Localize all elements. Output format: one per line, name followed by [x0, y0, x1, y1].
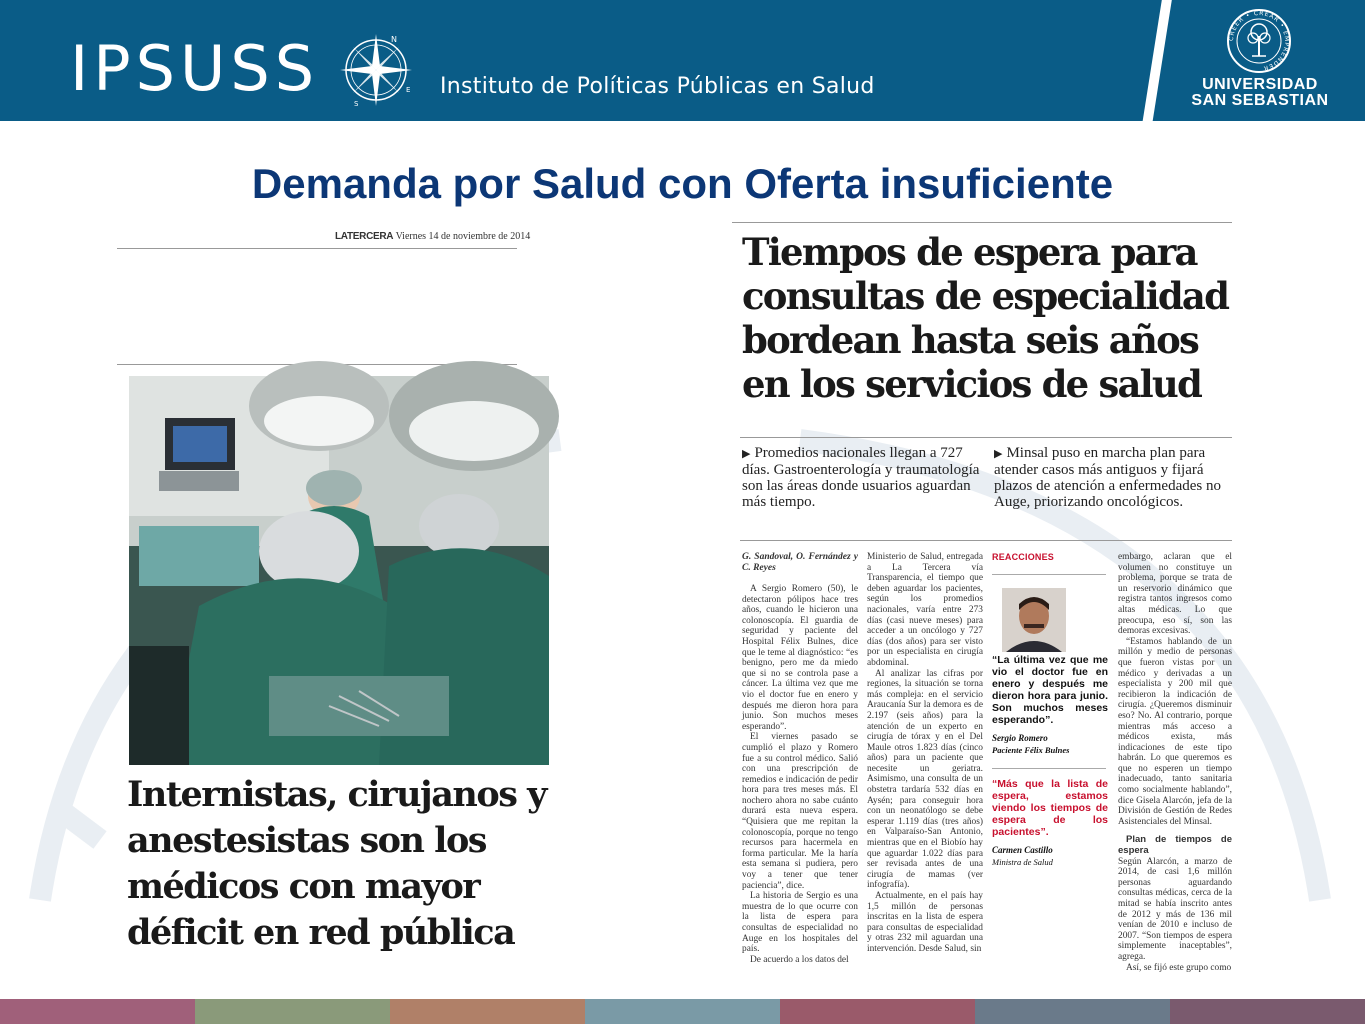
- summary-right: [994, 445, 1234, 510]
- bullet-triangle-icon: ▶: [994, 448, 1003, 460]
- reactions-label: REACCIONES: [992, 552, 1055, 562]
- header-divider: [1142, 0, 1173, 128]
- article-byline: G. Sandoval, O. Fernández y C. Reyes: [742, 552, 858, 573]
- color-segment: [390, 999, 585, 1024]
- reactions-rule: [992, 768, 1106, 769]
- quote-minister-text: “Más que la lista de espera, estamos viendo los tiempos de espera de los pacientes”.: [992, 778, 1108, 838]
- summary-left: [742, 445, 982, 510]
- compass-label-e: E: [406, 86, 411, 94]
- quote-minister-name: Carmen Castillo: [992, 845, 1053, 855]
- col4-paragraph: embargo, aclaran que el volumen no constituye un problema, porque se trata de un reservorio dinámico que registra tantos ingresos como altas médicas. Lo que preocupa, eso sí, son las demoras excesivas.: [1118, 552, 1232, 637]
- compass-label-n: N: [391, 35, 397, 44]
- left-newspaper-clipping: [117, 224, 557, 964]
- reactions-column: [992, 552, 1110, 947]
- color-segment: [780, 999, 975, 1024]
- col2-paragraph: Actualmente, en el país hay 1,5 millón de personas inscritas en la lista de espera para consultas de especialidad y otras 232 mil aguardan una intervención. Desde Salud, sin: [867, 891, 983, 954]
- newspaper-masthead: [335, 231, 530, 242]
- col4-subhead: Plan de tiempos de espera: [1118, 834, 1232, 857]
- summary-right-text: Minsal puso en marcha plan para atender casos más antiguos y fijará plazos de atención a enfermedades no Auge, priorizando oncológicos.: [994, 445, 1221, 510]
- ipsuss-logo-text: IPSUSS: [70, 32, 320, 105]
- quote-patient-role: Paciente Félix Bulnes: [992, 745, 1070, 755]
- institute-subtitle: Instituto de Políticas Públicas en Salud: [440, 74, 875, 99]
- col2-paragraph: Ministerio de Salud, entregada a La Tercera vía Transparencia, el tiempo que deben aguardar los pacientes, según los promedios nacionales, varía entre 273 días (casi nueve meses) para acceder a un oncólogo y 727 días (dos años) para ser visto por un especialista en cirugía abdominal.: [867, 552, 983, 668]
- col4-paragraph: Así, se fijó este grupo como: [1126, 962, 1232, 973]
- footer-color-bar: [0, 999, 1365, 1024]
- quote-patient: [992, 654, 1108, 756]
- header-banner: [0, 0, 1365, 121]
- quote-patient-text: “La última vez que me vio el doctor fue en enero y después me dieron hora para junio. Son muchos meses esperando”.: [992, 654, 1108, 726]
- reactions-rule: [992, 574, 1106, 575]
- surgery-photo: [129, 376, 549, 765]
- col4-paragraph: Según Alarcón, a marzo de 2014, de casi 1,6 millón personas aguardando consultas médicas, cerca de la mitad se había inscrito antes de 2012 y más de 136 mil venían de 2010 e incluso de 2007. “Son tiempos de espera simplemente inaceptables”, agrega.: [1118, 856, 1232, 962]
- svg-text:CREER • CREAR • EMPRENDER: CREER • CREAR • EMPRENDER: [1227, 9, 1291, 72]
- newspaper-date: Viernes 14 de noviembre de 2014: [395, 231, 531, 242]
- university-seal-icon: [1226, 8, 1292, 74]
- col1-paragraph: La historia de Sergio es una muestra de lo que ocurre con la lista de espera para consultas de especialidad no Auge en los hospitales del país.: [742, 891, 858, 955]
- avatar: [1002, 588, 1066, 652]
- article-column-1: [742, 552, 858, 965]
- color-segment: [585, 999, 780, 1024]
- university-name-line2: SAN SEBASTIAN: [1191, 92, 1329, 109]
- right-rule-top: [732, 222, 1232, 223]
- university-name-line1: UNIVERSIDAD: [1202, 76, 1318, 93]
- col1-paragraph: A Sergio Romero (50), le detectaron pólipos hace tres años, cuando le hicieron una colonoscopía. El guardia de seguridad y paciente del Hospital Félix Bulnes, dice que le teme al diagnóstico: “es benigno, pero me da miedo que si no se controla pase a cáncer. La última vez que me vio el doctor fue en enero y después me dieron hora para junio. Son muchos meses esperando”.: [742, 584, 858, 732]
- col1-paragraph: De acuerdo a los datos del: [750, 954, 849, 965]
- right-rule-summary: [740, 437, 1232, 438]
- col4-paragraph: “Estamos hablando de un millón y medio de personas que fueron vistas por un médico y derivadas a un especialista y 200 mil que recibieron la indicación de cirugía. ¿Queremos disminuir eso? No. Al contrario, porque mientras más acceso a médicos exista, más indicaciones de este tipo habrán. Lo que queremos es que no esperen un tiempo inadecuado, tanto sanitaria como socialmente hablando”, dice Gisela Alarcón, jefa de la División de Gestión de Redes Asistenciales del Minsal.: [1118, 636, 1232, 827]
- summary-left-text: Promedios nacionales llegan a 727 días. Gastroenterología y traumatología son las áreas donde usuarios aguardan más tiempo.: [742, 445, 980, 510]
- newspaper-name: LATERCERA: [335, 231, 394, 242]
- compass-rose-icon: [336, 30, 416, 110]
- quote-minister: [992, 778, 1108, 868]
- quote-minister-role: Ministra de Salud: [992, 857, 1053, 867]
- color-segment: [195, 999, 390, 1024]
- color-segment: [975, 999, 1170, 1024]
- clipping-rule-top: [117, 248, 517, 249]
- col2-paragraph: Al analizar las cifras por regiones, la situación se torna más compleja: en el servicio Araucanía Sur la demora es de 2.197 (seis años) para la atención de un experto en cirugía de tórax y en el Del Maule otros 1.823 días (cinco años) para un paciente que necesite un geriatra. Asimismo, una consulta de un obstetra tardaría 532 días en Aysén; para conseguir hora con un neonatólogo se debe esperar 1.119 días (tres años) en Valparaíso-San Antonio, mientras que en el Biobío hay que aguardar 1.022 días para ser revisada antes de una cirugía de mamas (ver infografía).: [867, 668, 983, 891]
- color-segment: [1170, 999, 1365, 1024]
- col1-paragraph: El viernes pasado se cumplió el plazo y Romero fue a su control médico. Salió con una prescripción de remedios e indicación de pedir hora para tres meses más. El nochero ahora no sabe cuánto durará esta nueva espera. “Quisiera que me repitan la colonoscopía, porque no tengo recursos para hacermela en forma particular. Me la haría esta semana si pudiera, pero voy a tener que tener paciencia”, dice.: [742, 732, 858, 891]
- bullet-triangle-icon: ▶: [742, 448, 751, 460]
- article-column-2: [867, 552, 983, 954]
- article-column-4: [1118, 552, 1232, 973]
- right-rule-body: [740, 540, 1232, 541]
- quote-patient-name: Sergio Romero: [992, 733, 1048, 743]
- compass-label-s: S: [354, 100, 359, 108]
- left-headline: Internistas, cirujanos y anestesistas son los médicos con mayor déficit en red pública: [127, 774, 546, 953]
- slide-title: Demanda por Salud con Oferta insuficiente: [251, 160, 1114, 207]
- color-segment: [0, 999, 195, 1024]
- right-newspaper-clipping: [732, 222, 1234, 973]
- right-headline: Tiempos de espera para consultas de especialidad bordean hasta seis años en los servicios de salud: [742, 230, 1229, 406]
